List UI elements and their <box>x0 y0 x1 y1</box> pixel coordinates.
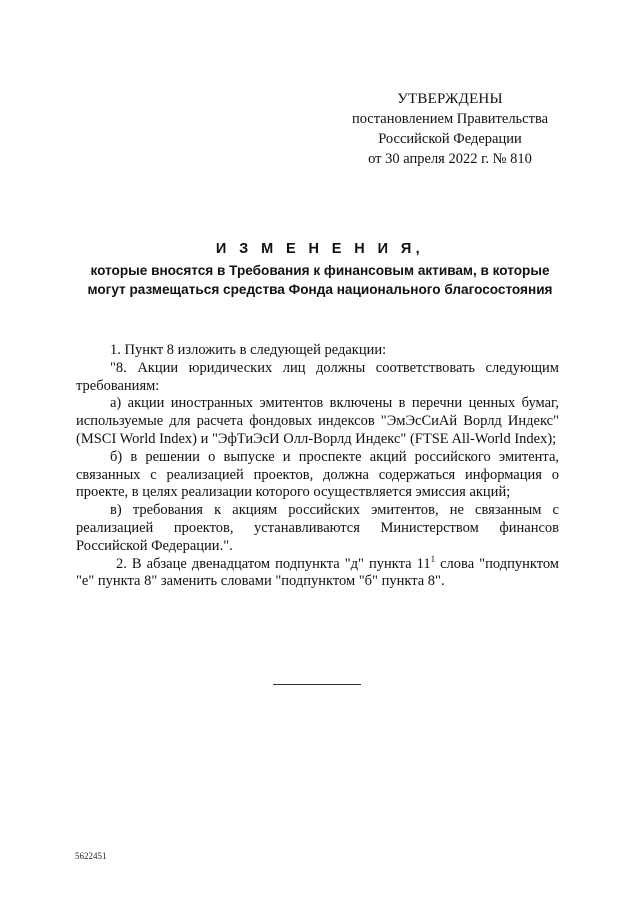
document-code: 5622451 <box>75 851 107 861</box>
end-separator-line <box>273 684 361 685</box>
paragraph-item-2 <box>76 553 559 592</box>
approval-country: Российской Федерации <box>378 131 522 147</box>
paragraph-subitem-v: в) требования к акциям российских эмитентов, не связанным с реализацией проектов, устанавливаются Министерством финансов Российской Федерации.". <box>76 502 559 554</box>
paragraph-subitem-a: а) акции иностранных эмитентов включены в перечни ценных бумаг, используемые для расчета фондовых индексов "ЭмЭсСиАй Ворлд Индекс" (MSCI World Index) и "ЭфТиЭсИ Олл-Ворлд Индекс" (FTSE All-World Index); <box>76 395 559 447</box>
document-body <box>76 342 559 591</box>
approval-stamp <box>330 89 570 169</box>
approval-authority: постановлением Правительства <box>351 111 549 127</box>
approval-date-number: от 30 апреля 2022 г. № 810 <box>368 151 532 167</box>
document-title: И З М Е Н Е Н И Я, <box>215 241 425 257</box>
paragraph-item-1: 1. Пункт 8 изложить в следующей редакции: <box>110 342 387 358</box>
footnote-superscript: 1 <box>430 553 436 564</box>
approval-title: УТВЕРЖДЕНЫ <box>397 91 503 107</box>
paragraph-item-2-text-end: слова "подпунктом "е" пункта 8" заменить словами "подпунктом "б" пункта 8". <box>76 555 559 590</box>
paragraph-item-8-intro: "8. Акции юридических лиц должны соответствовать следующим требованиям: <box>76 359 559 394</box>
paragraph-subitem-b: б) в решении о выпуске и проспекте акций российского эмитента, связанных с реализацией проектов, должна содержаться информация о проекте, в целях реализации которого осуществляется эмиссия акций; <box>76 448 559 501</box>
document-heading <box>0 237 640 299</box>
paragraph-item-2-text-start: 2. В абзаце двенадцатом подпункта "д" пункта 11 <box>116 555 431 572</box>
document-subtitle-line2: могут размещаться средства Фонда национального благосостояния <box>87 282 553 297</box>
document-subtitle-line1: которые вносятся в Требования к финансовым активам, в которые <box>90 263 550 278</box>
